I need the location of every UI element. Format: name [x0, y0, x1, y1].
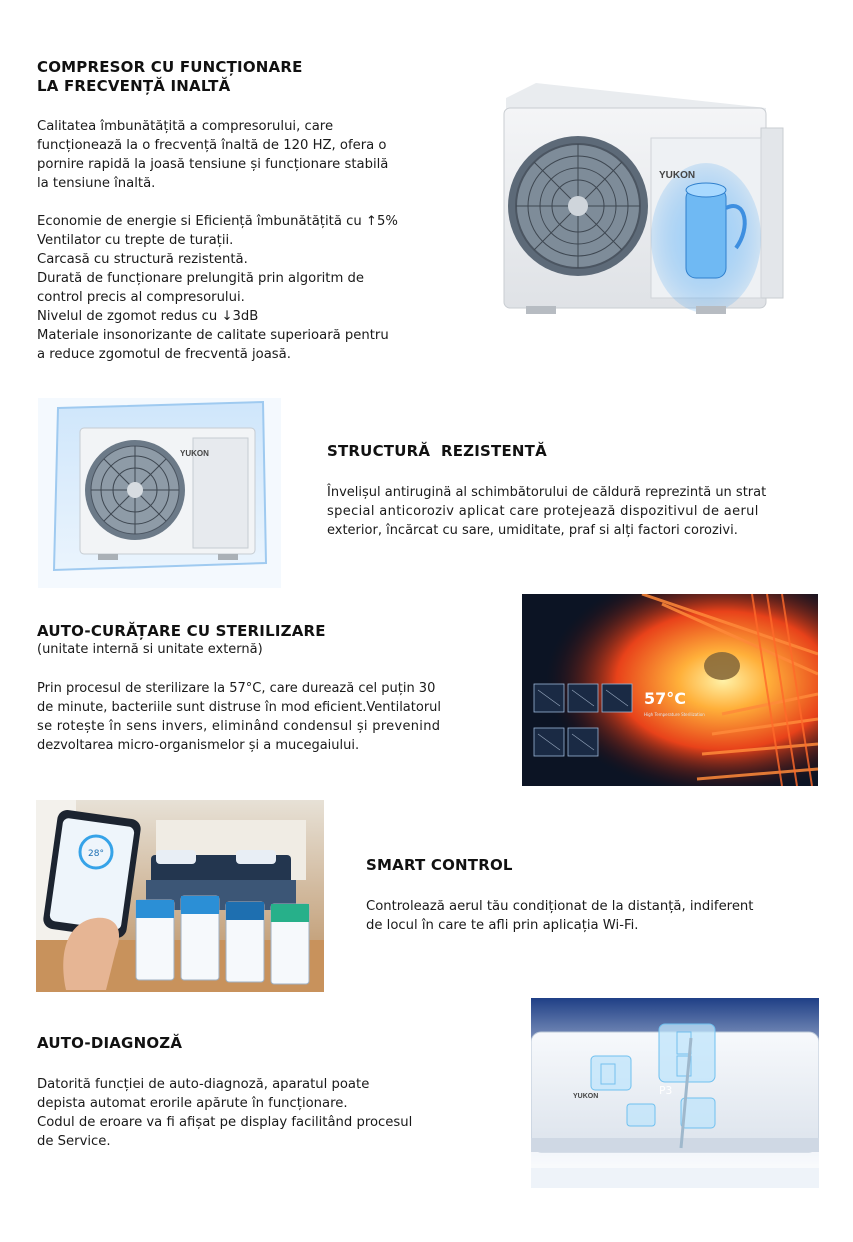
text-line: la tensiune înaltă. [37, 176, 156, 191]
text-line: Economie de energie si Eficiență îmbunătățită cu ↑5% [37, 214, 398, 229]
text-line: se rotește în sens invers, eliminând condensul și prevenind [37, 719, 441, 734]
temperature-label: 57°C [644, 689, 687, 708]
text-line: de locul în care te afli prin aplicația Wi-Fi. [366, 918, 639, 933]
title-line: LA FRECVENȚĂ INALTĂ [37, 77, 231, 95]
phone-temperature: 28° [88, 849, 104, 859]
brand-logo: YUKON [180, 449, 209, 458]
text-line: Materiale insonorizante de calitate superioară pentru [37, 328, 389, 343]
brand-logo: YUKON [659, 170, 696, 181]
title-line: COMPRESOR CU FUNCȚIONARE [37, 58, 303, 76]
outdoor-unit-shield-image [38, 398, 281, 588]
text-line: Carcasă cu structură rezistentă. [37, 252, 248, 267]
text-line: funcționează la o frecvență înaltă de 120 HZ, ofera o [37, 138, 387, 153]
text-line: pornire rapidă la joasă tensiune și funcționare stabilă [37, 157, 389, 172]
compressor-features-list [37, 212, 477, 364]
error-code-display: P3 [659, 1084, 673, 1097]
section-title-structure: STRUCTURĂ REZISTENTĂ [327, 442, 547, 460]
self-cleaning-paragraph [37, 679, 482, 755]
text-line: a reduce zgomotul de frecventă joasă. [37, 347, 291, 362]
text-line: Nivelul de zgomot redus cu ↓3dB [37, 309, 259, 324]
indoor-unit-diagnosis-image [531, 998, 819, 1188]
text-line: exterior, încărcat cu sare, umiditate, praf si alți factori corozivi. [327, 523, 738, 538]
structure-paragraph [327, 483, 819, 540]
smart-control-app-image [36, 800, 324, 992]
section-title-compressor [37, 58, 477, 96]
text-line: Învelișul antiruginä al schimbătorului de căldură reprezintă un strat [327, 485, 767, 500]
section-subtitle-self-cleaning: (unitate internă si unitate externă) [37, 642, 263, 657]
brand-logo: YUKON [573, 1093, 599, 1100]
section-smart-control [366, 856, 821, 935]
text-line: dezvoltarea micro-organismelor și a mucegaiului. [37, 738, 360, 753]
text-line: Prin procesul de sterilizare la 57°C, care durează cel puțin 30 [37, 681, 436, 696]
section-self-diagnosis [37, 1034, 487, 1151]
text-line: Ventilator cu trepte de turații. [37, 233, 234, 248]
section-compressor [37, 58, 477, 364]
text-line: special anticoroziv aplicat care protejează dispozitivul de aerul [327, 504, 759, 519]
text-line: Datorită funcției de auto-diagnoză, aparatul poate [37, 1077, 370, 1092]
temperature-caption: High Temperature Sterilization [644, 712, 705, 717]
text-line: de Service. [37, 1134, 111, 1149]
section-title-smart-control: SMART CONTROL [366, 856, 513, 874]
text-line: control precis al compresorului. [37, 290, 245, 305]
sterilization-heat-image [522, 594, 818, 786]
compressor-intro-paragraph [37, 117, 477, 193]
self-diagnosis-paragraph [37, 1075, 487, 1151]
text-line: depista automat erorile apărute în funcționare. [37, 1096, 348, 1111]
text-line: Controlează aerul tău condiționat de la distanță, indiferent [366, 899, 754, 914]
smart-control-paragraph [366, 897, 821, 935]
text-line: Codul de eroare va fi afișat pe display facilitând procesul [37, 1115, 413, 1130]
section-structure [327, 442, 819, 540]
section-title-self-diagnosis: AUTO-DIAGNOZĂ [37, 1034, 183, 1052]
text-line: Durată de funcționare prelungită prin algoritm de [37, 271, 364, 286]
outdoor-unit-compressor-image [496, 78, 796, 338]
section-title-self-cleaning: AUTO-CURĂȚARE CU STERILIZARE [37, 622, 326, 640]
text-line: de minute, bacteriile sunt distruse în mod eficient.Ventilatorul [37, 700, 442, 715]
section-self-cleaning [37, 622, 482, 755]
text-line: Calitatea îmbunătățită a compresorului, care [37, 119, 334, 134]
